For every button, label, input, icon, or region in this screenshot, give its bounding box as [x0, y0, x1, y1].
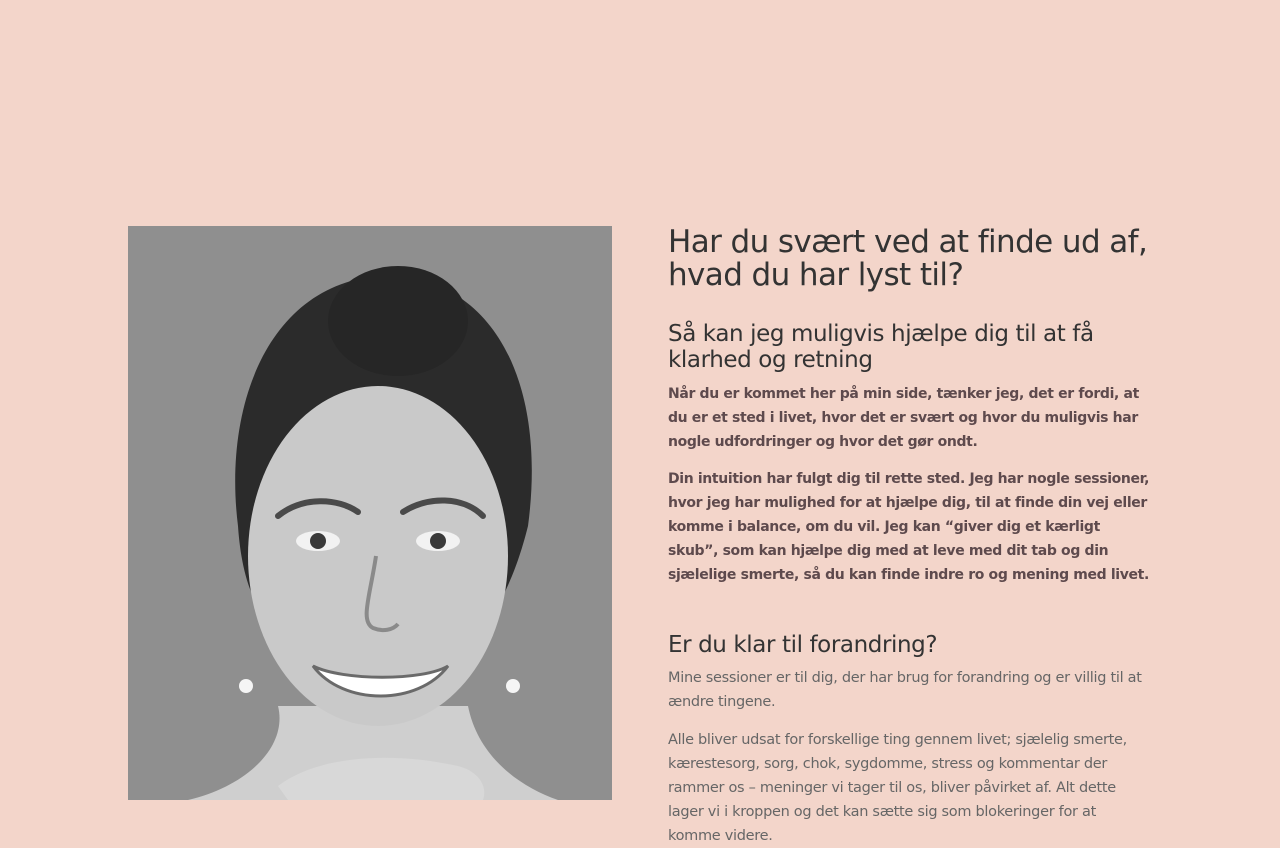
intro-paragraph: Din intuition har fulgt dig til rette sted. Jeg har nogle sessioner, hvor jeg har mulighed for at hjælpe dig, til at finde din vej eller komme i balance, om du vil. Jeg kan “giver dig et kærligt skub”, som kan hjælpe dig med at leve med dit tab og din sjælelige smerte, så du kan finde indre ro og mening med livet.	[668, 471, 1150, 583]
portrait-photo-illustration	[128, 226, 612, 800]
intro-paragraph: Når du er kommet her på min side, tænker jeg, det er fordi, at du er et sted i livet, hvor det er svært og hvor du muligvis har nogle udfordringer og hvor det gør ondt.	[668, 386, 1139, 450]
section-heading: Er du klar til forandring?	[668, 632, 938, 659]
body-paragraph: Alle bliver udsat for forskellige ting gennem livet; sjælelig smerte, kærestesorg, sorg, chok, sygdomme, stress og kommentar der rammer os – meninger vi tager til os, bliver påvirket af. Alt dette lager vi i kroppen og det kan sætte sig som blokeringer for at komme videre.	[668, 732, 1127, 845]
main-content	[668, 226, 1152, 848]
body-paragraph: Mine sessioner er til dig, der har brug for forandring og er villig til at ændre tingene.	[668, 670, 1142, 711]
portrait-image	[128, 226, 612, 800]
page-subtitle: Så kan jeg muligvis hjælpe dig til at få klarhed og retning	[668, 321, 1094, 373]
page-title: Har du svært ved at finde ud af, hvad du har lyst til?	[668, 224, 1148, 293]
